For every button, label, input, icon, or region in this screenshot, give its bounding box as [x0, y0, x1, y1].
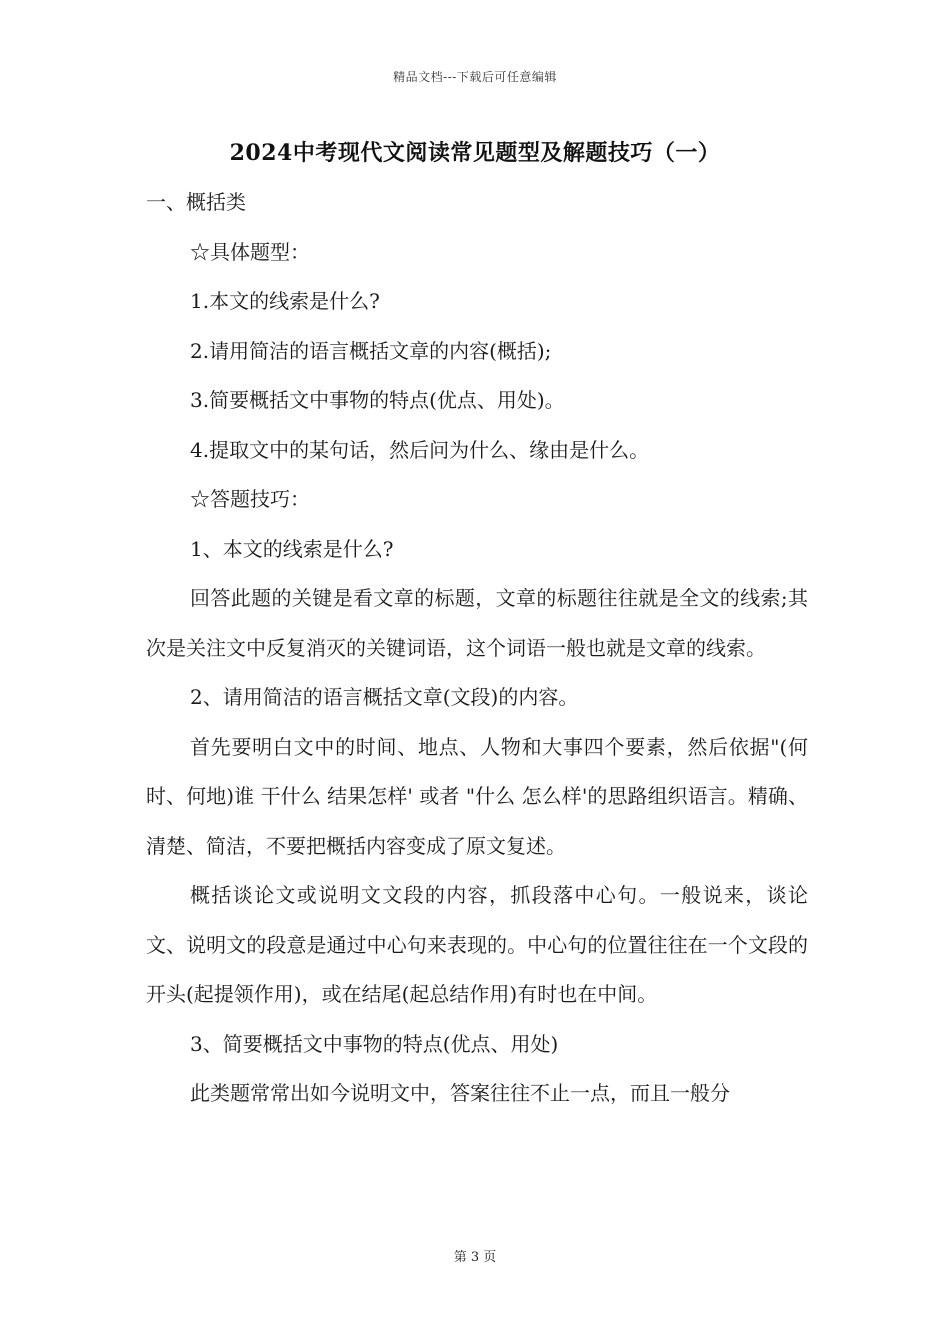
page-number: 第 3 页 [453, 1250, 497, 1265]
paragraph: 概括谈论文或说明文文段的内容，抓段落中心句。一般说来，谈论文、说明文的段意是通过中心句来表现的。中心句的位置往往在一个文段的开头(起提领作用)，或在结尾(起总结作用)有时也在中间。 [146, 883, 808, 1006]
page-header: 精品文档---下载后可任意编辑 [393, 70, 557, 84]
list-item: 1.本文的线索是什么? [190, 289, 380, 313]
list-item: 2.请用简洁的语言概括文章的内容(概括); [190, 338, 552, 363]
paragraph: 此类题常常出如今说明文中，答案往往不止一点，而且一般分 [190, 1081, 730, 1105]
list-item: 3.简要概括文中事物的特点(优点、用处)。 [190, 388, 565, 412]
list-item: 4.提取文中的某句话，然后问为什么、缘由是什么。 [190, 437, 650, 462]
subheading-question-types: ☆具体题型： [190, 239, 310, 264]
tip-heading: 1、本文的线索是什么? [190, 536, 394, 561]
document-body [146, 178, 808, 1119]
section-heading: 一、概括类 [146, 190, 246, 214]
document-title: 2024中考现代文阅读常见题型及解题技巧（一） [229, 140, 721, 166]
subheading-answer-tips: ☆答题技巧： [190, 487, 310, 511]
tip-heading: 3、简要概括文中事物的特点(优点、用处) [190, 1031, 559, 1056]
tip-heading: 2、请用简洁的语言概括文章(文段)的内容。 [190, 685, 579, 709]
paragraph: 回答此题的关键是看文章的标题，文章的标题往往就是全文的线索;其次是关注文中反复消灭的关键词语，这个词语一般也就是文章的线索。 [146, 586, 808, 660]
paragraph: 首先要明白文中的时间、地点、人物和大事四个要素，然后依据"(何时、何地)谁 干什么 结果怎样' 或者 "什么 怎么样'的思路组织语言。精确、清楚、简洁，不要把概括内容变成了原文复述。 [146, 734, 808, 858]
